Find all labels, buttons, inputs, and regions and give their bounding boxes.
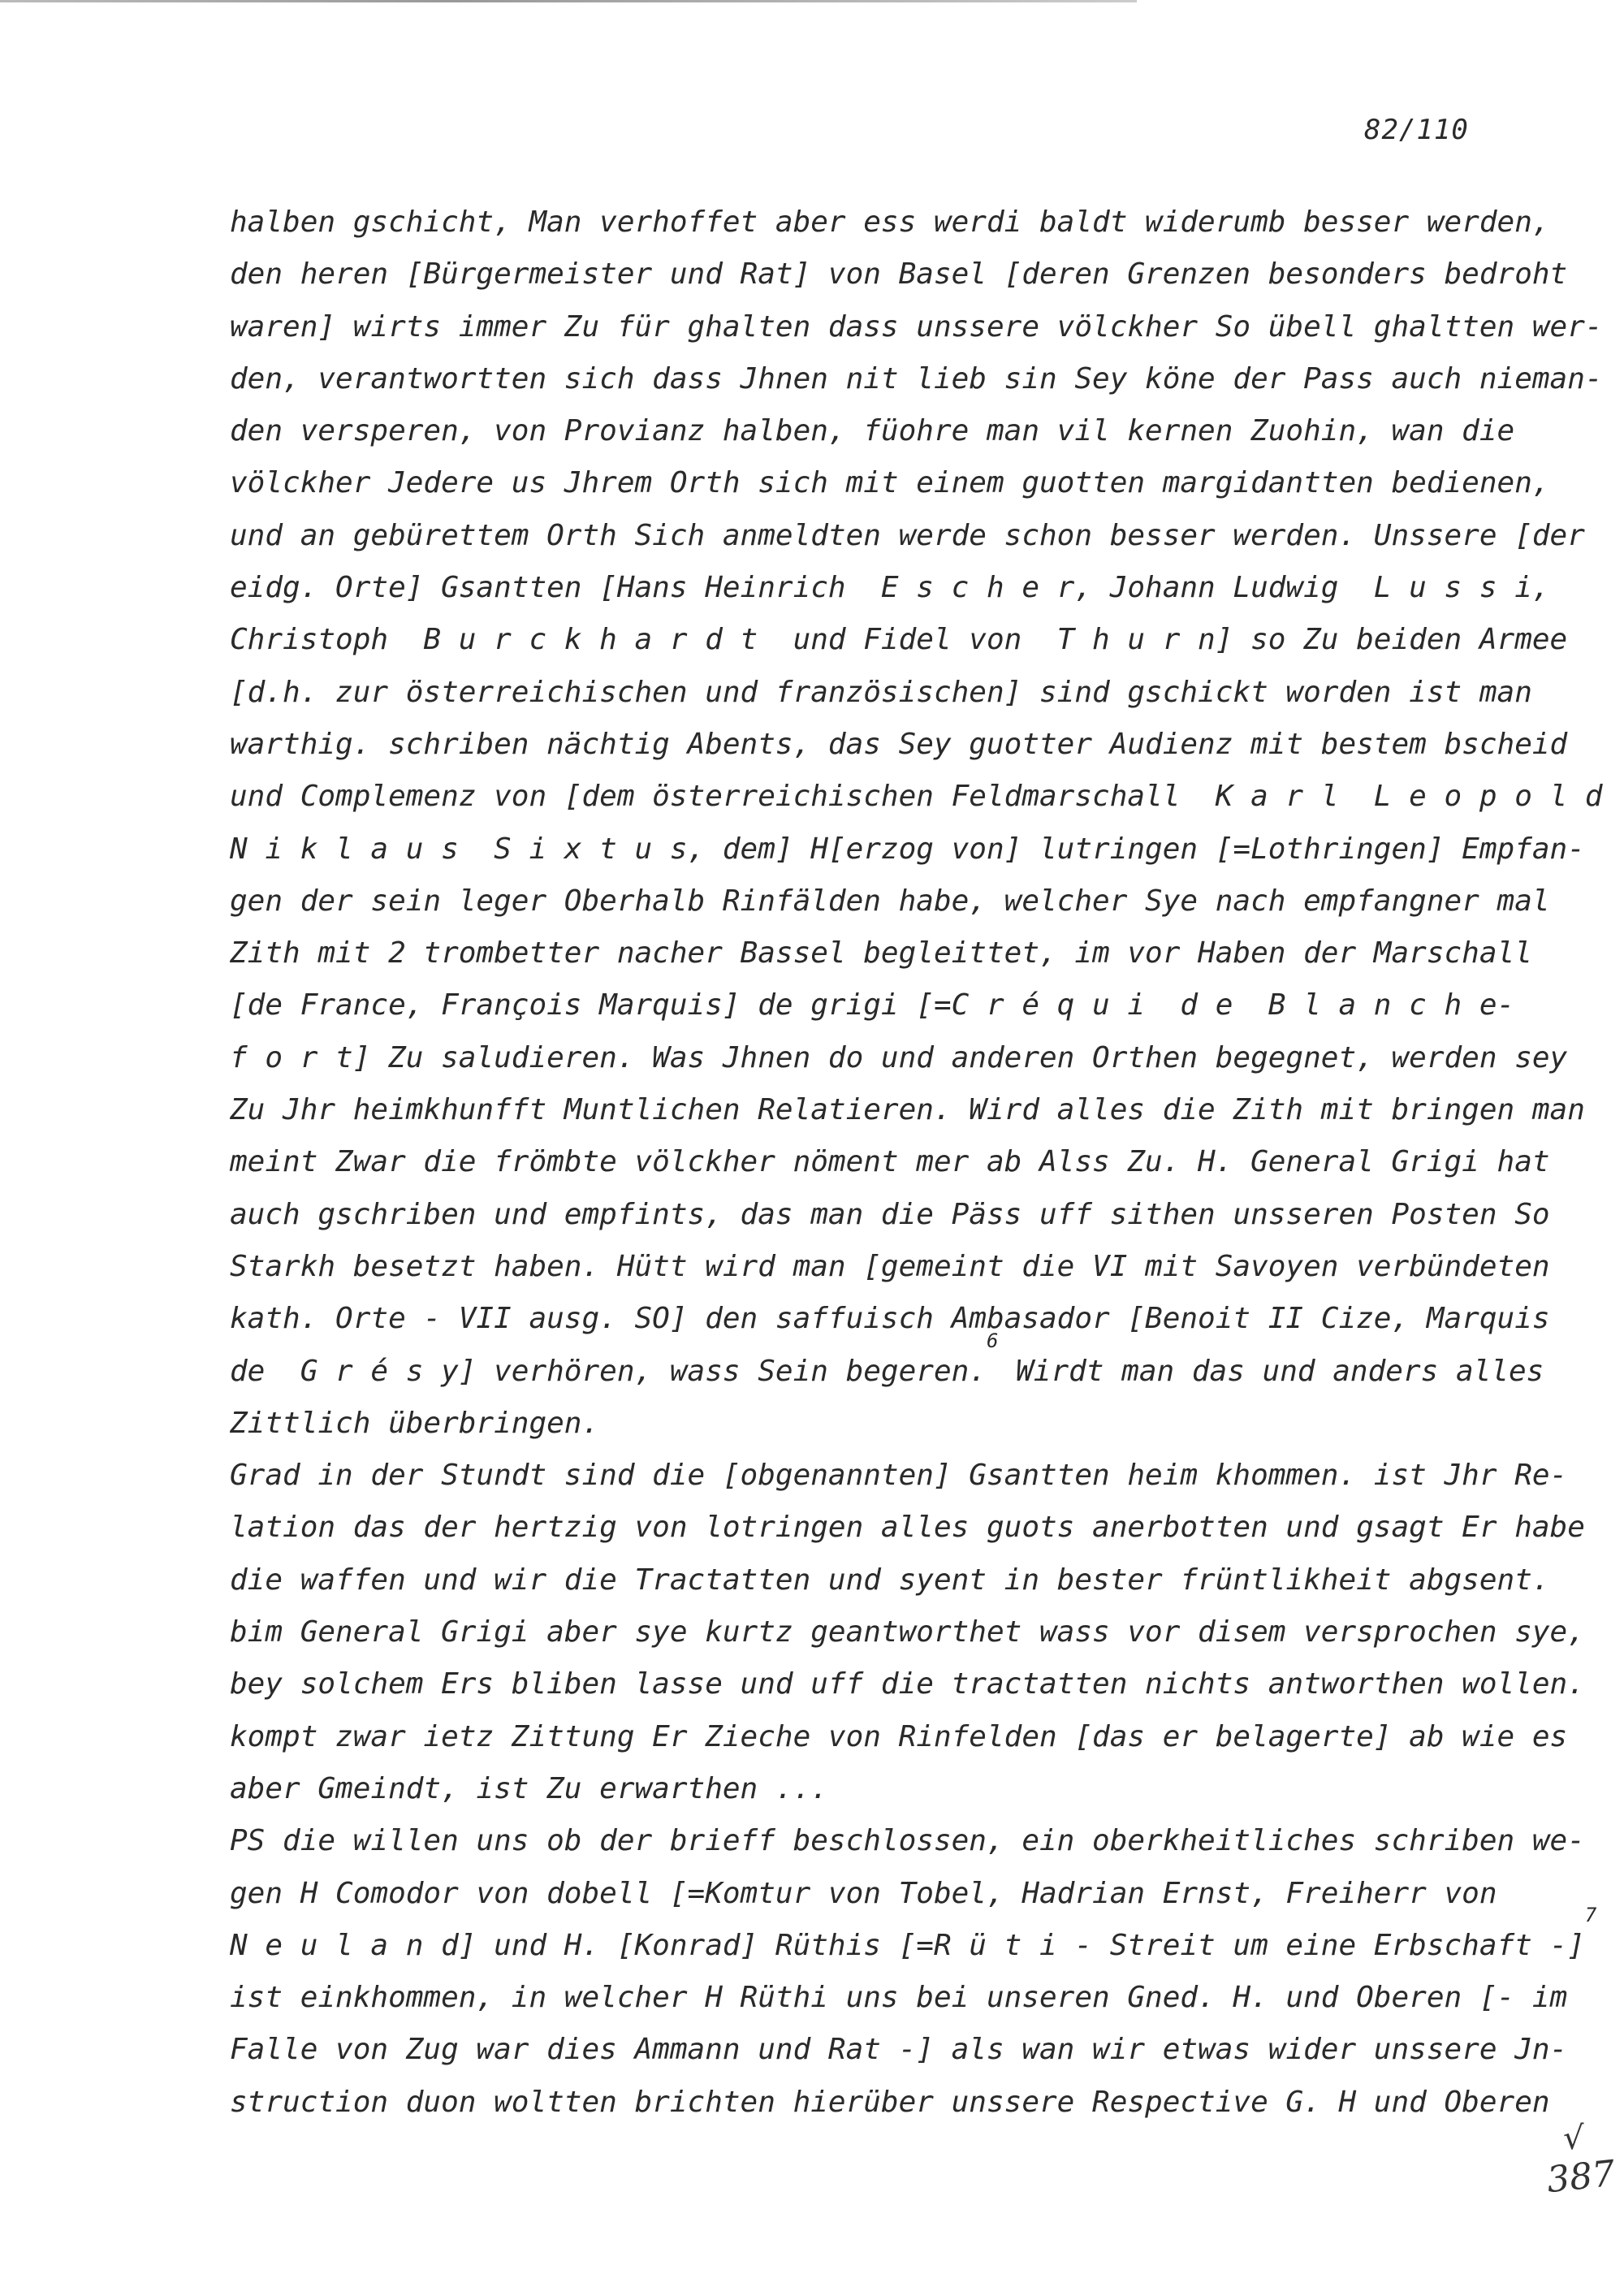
text-line: völckher Jedere us Jhrem Orth sich mit einem guotten margidantten bedienen,: [230, 466, 1550, 500]
text-line-segment: N e u l a n d] und H. [Konrad] Rüthis [=R ü t i - Streit um eine Erbschaft -]: [230, 1928, 1585, 1962]
text-line: meint Zwar die frömbte völckher nöment mer ab Alss Zu. H. General Grigi hat: [230, 1145, 1550, 1179]
text-line: den heren [Bürgermeister und Rat] von Basel [deren Grenzen besonders bedroht: [230, 257, 1568, 292]
text-line: waren] wirts immer Zu für ghalten dass unssere völckher So übell ghaltten wer-: [230, 309, 1603, 344]
text-line-segment: de G r é s y] verhören, wass Sein begeren.: [230, 1354, 987, 1388]
text-line: den versperen, von Provianz halben, füohre man vil kernen Zuohin, wan die: [230, 414, 1515, 448]
text-line: und Complemenz von [dem österreichischen Feldmarschall K a r l L e o p o l d: [230, 780, 1603, 814]
text-line: [d.h. zur österreichischen und französischen] sind gschickt worden ist man: [230, 675, 1532, 709]
text-line: Falle von Zug war dies Ammann und Rat -] als wan wir etwas wider unssere Jn-: [230, 2033, 1568, 2067]
text-line: und an gebürettem Orth Sich anmeldten werde schon besser werden. Unssere [der: [230, 518, 1585, 552]
text-line: auch gschriben und empfints, das man die Päss uff sithen unsseren Posten So: [230, 1197, 1550, 1231]
text-line: bim General Grigi aber sye kurtz geantworthet wass vor disem versprochen sye,: [230, 1615, 1585, 1649]
text-line: ist einkhommen, in welcher H Rüthi uns bei unseren Gned. H. und Oberen [- im: [230, 1981, 1568, 2015]
footnote-marker: 6: [986, 1329, 999, 1352]
text-line: Zith mit 2 trombetter nacher Bassel begleittet, im vor Haben der Marschall: [230, 936, 1532, 971]
text-line-with-footnote: [230, 1903, 1597, 1972]
text-line: Zittlich überbringen.: [230, 1406, 600, 1440]
text-line: aber Gmeindt, ist Zu erwarthen ...: [230, 1771, 828, 1805]
text-line: N i k l a u s S i x t u s, dem] H[erzog von] lutringen [=Lothringen] Empfan-: [230, 832, 1585, 866]
transcription-body: [230, 197, 1603, 2129]
text-line-segment: Wirdt man das und anders alles: [998, 1354, 1544, 1388]
text-line: die waffen und wir die Tractatten und syent in bester früntlikheit abgsent.: [230, 1563, 1550, 1597]
text-line: struction duon woltten brichten hierüber unssere Respective G. H und Oberen: [230, 2085, 1550, 2119]
text-line: Starkh besetzt haben. Hütt wird man [gemeint die VI mit Savoyen verbündeten: [230, 1249, 1550, 1283]
handwritten-folio-number: 387: [1544, 2152, 1618, 2202]
text-line: PS die willen uns ob der brieff beschlossen, ein oberkheitliches schriben we-: [230, 1824, 1585, 1858]
text-line: gen der sein leger Oberhalb Rinfälden habe, welcher Sye nach empfangner mal: [230, 884, 1550, 918]
handwritten-check-mark: √: [1563, 2120, 1584, 2157]
text-line: Grad in der Stundt sind die [obgenannten] Gsantten heim khommen. ist Jhr Re-: [230, 1459, 1568, 1493]
text-line: Christoph B u r c k h a r d t und Fidel von T h u r n] so Zu beiden Armee: [230, 623, 1568, 657]
text-line: den, verantwortten sich dass Jhnen nit lieb sin Sey köne der Pass auch nieman-: [230, 361, 1603, 396]
text-line: kompt zwar ietz Zittung Er Zieche von Rinfelden [das er belagerte] ab wie es: [230, 1719, 1568, 1753]
text-line: eidg. Orte] Gsantten [Hans Heinrich E s c h e r, Johann Ludwig L u s s i,: [230, 571, 1550, 605]
top-scan-edge: [0, 0, 1137, 2]
text-line: warthig. schriben nächtig Abents, das Sey guotter Audienz mit bestem bscheid: [230, 727, 1568, 761]
text-line: f o r t] Zu saludieren. Was Jhnen do und anderen Orthen begegnet, werden sey: [230, 1040, 1568, 1074]
text-line: Zu Jhr heimkhunfft Muntlichen Relatieren. Wird alles die Zith mit bringen man: [230, 1093, 1585, 1127]
page-number: 82/110: [1364, 114, 1469, 146]
text-line: gen H Comodor von dobell [=Komtur von Tobel, Hadrian Ernst, Freiherr von: [230, 1876, 1497, 1910]
text-line: kath. Orte - VII ausg. SO] den saffuisch Ambasador [Benoit II Cize, Marquis: [230, 1302, 1550, 1336]
text-line: lation das der hertzig von lotringen alles guots anerbotten und gsagt Er habe: [230, 1511, 1585, 1545]
text-line: [de France, François Marquis] de grigi [=C r é q u i d e B l a n c h e-: [230, 988, 1515, 1022]
text-line: bey solchem Ers bliben lasse und uff die tractatten nichts antworthen wollen.: [230, 1667, 1585, 1701]
text-line: halben gschicht, Man verhoffet aber ess werdi baldt widerumb besser werden,: [230, 205, 1550, 239]
text-line-with-footnote: [230, 1329, 1544, 1398]
footnote-marker: 7: [1584, 1903, 1597, 1926]
